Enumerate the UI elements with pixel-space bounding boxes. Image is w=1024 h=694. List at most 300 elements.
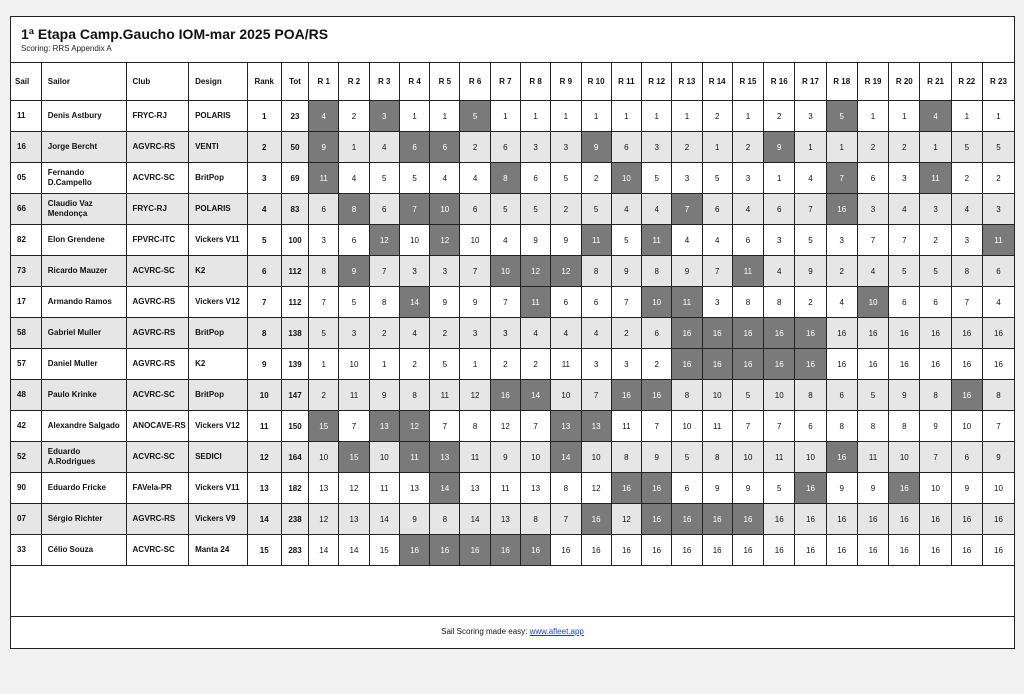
total-cell: 112: [281, 287, 308, 318]
results-table: [11, 63, 1014, 566]
total-cell: 50: [281, 132, 308, 163]
total-cell: 238: [281, 504, 308, 535]
race-score-cell: 6: [702, 194, 732, 225]
race-score-cell: 14: [309, 535, 339, 566]
sailor-name-cell: Claudio Vaz Mendonça: [41, 194, 126, 225]
sailor-name-cell: Daniel Muller: [41, 349, 126, 380]
race-score-cell: 9: [430, 287, 460, 318]
discarded-race-score-cell: 15: [309, 411, 339, 442]
race-score-cell: 2: [857, 132, 888, 163]
sail-number-cell: 57: [11, 349, 41, 380]
race-score-cell: 4: [764, 256, 795, 287]
race-score-cell: 1: [369, 349, 399, 380]
rank-cell: 15: [247, 535, 281, 566]
race-score-cell: 9: [672, 256, 702, 287]
club-cell: ACVRC-SC: [126, 535, 189, 566]
total-cell: 112: [281, 256, 308, 287]
race-score-cell: 5: [951, 132, 982, 163]
discarded-race-score-cell: 16: [490, 535, 520, 566]
column-header-r-11: R 11: [611, 63, 641, 101]
discarded-race-score-cell: 15: [339, 442, 369, 473]
rank-cell: 6: [247, 256, 281, 287]
column-header-r-1: R 1: [309, 63, 339, 101]
total-cell: 182: [281, 473, 308, 504]
race-score-cell: 5: [490, 194, 520, 225]
discarded-race-score-cell: 10: [642, 287, 672, 318]
race-score-cell: 5: [732, 380, 763, 411]
race-score-cell: 5: [920, 256, 951, 287]
race-score-cell: 10: [702, 380, 732, 411]
discarded-race-score-cell: 11: [520, 287, 550, 318]
discarded-race-score-cell: 3: [369, 101, 399, 132]
rank-cell: 5: [247, 225, 281, 256]
discarded-race-score-cell: 4: [920, 101, 951, 132]
race-score-cell: 6: [672, 473, 702, 504]
race-score-cell: 16: [826, 504, 857, 535]
design-cell: K2: [189, 349, 248, 380]
discarded-race-score-cell: 16: [702, 349, 732, 380]
race-score-cell: 10: [951, 411, 982, 442]
race-score-cell: 16: [857, 504, 888, 535]
race-score-cell: 8: [732, 287, 763, 318]
race-score-cell: 6: [920, 287, 951, 318]
race-score-cell: 14: [339, 535, 369, 566]
race-score-cell: 7: [795, 194, 826, 225]
club-cell: AGVRC-RS: [126, 504, 189, 535]
race-score-cell: 11: [857, 442, 888, 473]
race-score-cell: 2: [642, 349, 672, 380]
discarded-race-score-cell: 16: [430, 535, 460, 566]
discarded-race-score-cell: 11: [399, 442, 429, 473]
discarded-race-score-cell: 8: [490, 163, 520, 194]
table-body: [11, 101, 1014, 566]
race-score-cell: 16: [951, 504, 982, 535]
race-score-cell: 10: [581, 442, 611, 473]
rank-cell: 12: [247, 442, 281, 473]
race-score-cell: 1: [764, 163, 795, 194]
race-score-cell: 6: [764, 194, 795, 225]
rank-cell: 11: [247, 411, 281, 442]
design-cell: Vickers V11: [189, 225, 248, 256]
sail-number-cell: 11: [11, 101, 41, 132]
race-score-cell: 5: [399, 163, 429, 194]
race-score-cell: 6: [889, 287, 920, 318]
race-score-cell: 5: [430, 349, 460, 380]
race-score-cell: 7: [460, 256, 490, 287]
column-header-r-22: R 22: [951, 63, 982, 101]
sail-number-cell: 07: [11, 504, 41, 535]
column-header-r-19: R 19: [857, 63, 888, 101]
race-score-cell: 6: [982, 256, 1014, 287]
race-score-cell: 15: [369, 535, 399, 566]
race-score-cell: 10: [520, 442, 550, 473]
race-score-cell: 6: [611, 132, 641, 163]
race-score-cell: 1: [857, 101, 888, 132]
race-score-cell: 3: [826, 225, 857, 256]
sail-number-cell: 58: [11, 318, 41, 349]
sail-number-cell: 42: [11, 411, 41, 442]
race-score-cell: 16: [795, 504, 826, 535]
race-score-cell: 12: [309, 504, 339, 535]
discarded-race-score-cell: 13: [551, 411, 581, 442]
race-score-cell: 9: [642, 442, 672, 473]
race-score-cell: 4: [702, 225, 732, 256]
results-sheet: [10, 16, 1015, 649]
total-cell: 23: [281, 101, 308, 132]
design-cell: BritPop: [189, 163, 248, 194]
race-score-cell: 2: [951, 163, 982, 194]
race-score-cell: 13: [339, 504, 369, 535]
race-score-cell: 3: [460, 318, 490, 349]
race-score-cell: 1: [672, 101, 702, 132]
race-score-cell: 16: [889, 535, 920, 566]
race-score-cell: 3: [520, 132, 550, 163]
discarded-race-score-cell: 10: [490, 256, 520, 287]
race-score-cell: 4: [460, 163, 490, 194]
race-score-cell: 7: [581, 380, 611, 411]
discarded-race-score-cell: 16: [702, 504, 732, 535]
race-score-cell: 8: [826, 411, 857, 442]
race-score-cell: 4: [642, 194, 672, 225]
discarded-race-score-cell: 12: [551, 256, 581, 287]
sailor-name-cell: Ricardo Mauzer: [41, 256, 126, 287]
race-score-cell: 9: [460, 287, 490, 318]
race-score-cell: 7: [951, 287, 982, 318]
race-score-cell: 8: [642, 256, 672, 287]
scoring-system: Scoring: RRS Appendix A: [21, 44, 112, 53]
race-score-cell: 7: [764, 411, 795, 442]
design-cell: BritPop: [189, 318, 248, 349]
column-header-r-17: R 17: [795, 63, 826, 101]
race-score-cell: 2: [982, 163, 1014, 194]
column-header-sail: Sail: [11, 63, 41, 101]
race-score-cell: 16: [920, 318, 951, 349]
discarded-race-score-cell: 7: [826, 163, 857, 194]
table-row: [11, 256, 1014, 287]
race-score-cell: 16: [951, 349, 982, 380]
sail-number-cell: 33: [11, 535, 41, 566]
total-cell: 138: [281, 318, 308, 349]
race-score-cell: 7: [369, 256, 399, 287]
race-score-cell: 2: [369, 318, 399, 349]
race-score-cell: 8: [520, 504, 550, 535]
race-score-cell: 8: [982, 380, 1014, 411]
race-score-cell: 10: [460, 225, 490, 256]
column-header-club: Club: [126, 63, 189, 101]
discarded-race-score-cell: 11: [309, 163, 339, 194]
design-cell: Vickers V11: [189, 473, 248, 504]
race-score-cell: 8: [672, 380, 702, 411]
race-score-cell: 12: [611, 504, 641, 535]
race-score-cell: 6: [460, 194, 490, 225]
race-score-cell: 1: [642, 101, 672, 132]
discarded-race-score-cell: 16: [611, 473, 641, 504]
race-score-cell: 9: [920, 411, 951, 442]
rank-cell: 9: [247, 349, 281, 380]
total-cell: 69: [281, 163, 308, 194]
discarded-race-score-cell: 4: [309, 101, 339, 132]
race-score-cell: 2: [732, 132, 763, 163]
column-header-r-6: R 6: [460, 63, 490, 101]
race-score-cell: 2: [826, 256, 857, 287]
column-header-design: Design: [189, 63, 248, 101]
table-row: [11, 318, 1014, 349]
design-cell: Vickers V12: [189, 411, 248, 442]
race-score-cell: 13: [490, 504, 520, 535]
discarded-race-score-cell: 16: [764, 349, 795, 380]
race-score-cell: 16: [732, 535, 763, 566]
race-score-cell: 7: [520, 411, 550, 442]
discarded-race-score-cell: 12: [399, 411, 429, 442]
column-header-r-2: R 2: [339, 63, 369, 101]
discarded-race-score-cell: 10: [430, 194, 460, 225]
race-score-cell: 8: [764, 287, 795, 318]
discarded-race-score-cell: 9: [764, 132, 795, 163]
discarded-race-score-cell: 16: [826, 442, 857, 473]
race-score-cell: 1: [520, 101, 550, 132]
race-score-cell: 6: [369, 194, 399, 225]
race-score-cell: 3: [339, 318, 369, 349]
race-score-cell: 3: [642, 132, 672, 163]
afleet-link[interactable]: www.afleet.app: [529, 627, 584, 636]
race-score-cell: 4: [611, 194, 641, 225]
rank-cell: 3: [247, 163, 281, 194]
column-header-r-20: R 20: [889, 63, 920, 101]
race-score-cell: 11: [702, 411, 732, 442]
race-score-cell: 5: [551, 163, 581, 194]
race-score-cell: 7: [309, 287, 339, 318]
column-header-r-5: R 5: [430, 63, 460, 101]
race-score-cell: 4: [490, 225, 520, 256]
sailor-name-cell: Gabriel Muller: [41, 318, 126, 349]
race-score-cell: 2: [920, 225, 951, 256]
race-score-cell: 16: [920, 349, 951, 380]
sail-number-cell: 52: [11, 442, 41, 473]
design-cell: VENTI: [189, 132, 248, 163]
race-score-cell: 3: [611, 349, 641, 380]
discarded-race-score-cell: 16: [672, 318, 702, 349]
race-score-cell: 1: [889, 101, 920, 132]
column-header-r-10: R 10: [581, 63, 611, 101]
club-cell: AGVRC-RS: [126, 318, 189, 349]
column-header-r-23: R 23: [982, 63, 1014, 101]
race-score-cell: 4: [520, 318, 550, 349]
race-score-cell: 8: [551, 473, 581, 504]
race-score-cell: 16: [642, 535, 672, 566]
sailor-name-cell: Célio Souza: [41, 535, 126, 566]
race-score-cell: 5: [309, 318, 339, 349]
club-cell: FPVRC-ITC: [126, 225, 189, 256]
race-score-cell: 5: [611, 225, 641, 256]
race-score-cell: 9: [490, 442, 520, 473]
race-score-cell: 4: [889, 194, 920, 225]
sheet-header: [11, 17, 1014, 63]
race-score-cell: 5: [339, 287, 369, 318]
discarded-race-score-cell: 16: [460, 535, 490, 566]
discarded-race-score-cell: 16: [581, 504, 611, 535]
race-score-cell: 4: [430, 163, 460, 194]
race-score-cell: 13: [520, 473, 550, 504]
race-score-cell: 16: [982, 504, 1014, 535]
column-header-r-21: R 21: [920, 63, 951, 101]
race-score-cell: 4: [369, 132, 399, 163]
race-score-cell: 1: [920, 132, 951, 163]
race-score-cell: 7: [982, 411, 1014, 442]
column-header-r-9: R 9: [551, 63, 581, 101]
discarded-race-score-cell: 14: [399, 287, 429, 318]
race-score-cell: 2: [702, 101, 732, 132]
column-header-r-13: R 13: [672, 63, 702, 101]
race-score-cell: 6: [857, 163, 888, 194]
race-score-cell: 8: [795, 380, 826, 411]
race-score-cell: 16: [611, 535, 641, 566]
discarded-race-score-cell: 16: [764, 318, 795, 349]
race-score-cell: 12: [490, 411, 520, 442]
race-score-cell: 2: [460, 132, 490, 163]
column-header-tot: Tot: [281, 63, 308, 101]
race-score-cell: 9: [399, 504, 429, 535]
race-score-cell: 16: [857, 349, 888, 380]
race-score-cell: 4: [982, 287, 1014, 318]
race-score-cell: 1: [702, 132, 732, 163]
discarded-race-score-cell: 11: [581, 225, 611, 256]
discarded-race-score-cell: 6: [399, 132, 429, 163]
race-score-cell: 6: [339, 225, 369, 256]
club-cell: AGVRC-RS: [126, 132, 189, 163]
race-score-cell: 9: [611, 256, 641, 287]
race-score-cell: 1: [795, 132, 826, 163]
discarded-race-score-cell: 14: [430, 473, 460, 504]
race-score-cell: 7: [551, 504, 581, 535]
club-cell: ACVRC-SC: [126, 256, 189, 287]
race-score-cell: 10: [982, 473, 1014, 504]
race-score-cell: 10: [764, 380, 795, 411]
race-score-cell: 16: [951, 318, 982, 349]
race-score-cell: 8: [460, 411, 490, 442]
discarded-race-score-cell: 16: [672, 349, 702, 380]
sail-number-cell: 17: [11, 287, 41, 318]
rank-cell: 10: [247, 380, 281, 411]
club-cell: FRYC-RJ: [126, 101, 189, 132]
rank-cell: 2: [247, 132, 281, 163]
design-cell: Manta 24: [189, 535, 248, 566]
race-score-cell: 6: [309, 194, 339, 225]
race-score-cell: 16: [857, 535, 888, 566]
race-score-cell: 8: [702, 442, 732, 473]
club-cell: ACVRC-SC: [126, 380, 189, 411]
race-score-cell: 5: [642, 163, 672, 194]
race-score-cell: 1: [460, 349, 490, 380]
sail-number-cell: 90: [11, 473, 41, 504]
discarded-race-score-cell: 16: [611, 380, 641, 411]
race-score-cell: 4: [672, 225, 702, 256]
discarded-race-score-cell: 11: [920, 163, 951, 194]
race-score-cell: 8: [889, 411, 920, 442]
race-score-cell: 9: [857, 473, 888, 504]
race-score-cell: 1: [951, 101, 982, 132]
club-cell: AGVRC-RS: [126, 349, 189, 380]
race-score-cell: 7: [490, 287, 520, 318]
discarded-race-score-cell: 13: [581, 411, 611, 442]
total-cell: 283: [281, 535, 308, 566]
rank-cell: 7: [247, 287, 281, 318]
race-score-cell: 4: [581, 318, 611, 349]
column-header-r-4: R 4: [399, 63, 429, 101]
discarded-race-score-cell: 14: [551, 442, 581, 473]
race-score-cell: 9: [951, 473, 982, 504]
race-score-cell: 6: [490, 132, 520, 163]
column-header-r-14: R 14: [702, 63, 732, 101]
page-title: 1ª Etapa Camp.Gaucho IOM-mar 2025 POA/RS: [21, 26, 329, 42]
total-cell: 147: [281, 380, 308, 411]
race-score-cell: 9: [826, 473, 857, 504]
race-score-cell: 3: [309, 225, 339, 256]
discarded-race-score-cell: 16: [642, 380, 672, 411]
discarded-race-score-cell: 9: [581, 132, 611, 163]
race-score-cell: 10: [339, 349, 369, 380]
table-row: [11, 473, 1014, 504]
race-score-cell: 11: [490, 473, 520, 504]
race-score-cell: 5: [672, 442, 702, 473]
race-score-cell: 5: [581, 194, 611, 225]
discarded-race-score-cell: 16: [732, 318, 763, 349]
race-score-cell: 16: [702, 535, 732, 566]
column-header-r-7: R 7: [490, 63, 520, 101]
race-score-cell: 1: [732, 101, 763, 132]
column-header-r-12: R 12: [642, 63, 672, 101]
race-score-cell: 3: [551, 132, 581, 163]
race-score-cell: 16: [982, 349, 1014, 380]
race-score-cell: 16: [982, 318, 1014, 349]
discarded-race-score-cell: 16: [520, 535, 550, 566]
race-score-cell: 5: [795, 225, 826, 256]
discarded-race-score-cell: 11: [642, 225, 672, 256]
design-cell: BritPop: [189, 380, 248, 411]
race-score-cell: 5: [982, 132, 1014, 163]
discarded-race-score-cell: 11: [732, 256, 763, 287]
race-score-cell: 9: [795, 256, 826, 287]
table-row: [11, 411, 1014, 442]
race-score-cell: 6: [642, 318, 672, 349]
race-score-cell: 3: [889, 163, 920, 194]
race-score-cell: 3: [581, 349, 611, 380]
race-score-cell: 8: [951, 256, 982, 287]
race-score-cell: 6: [826, 380, 857, 411]
rank-cell: 13: [247, 473, 281, 504]
race-score-cell: 2: [764, 101, 795, 132]
race-score-cell: 1: [309, 349, 339, 380]
club-cell: FAVela-PR: [126, 473, 189, 504]
race-score-cell: 4: [951, 194, 982, 225]
race-score-cell: 6: [551, 287, 581, 318]
design-cell: POLARIS: [189, 194, 248, 225]
race-score-cell: 2: [490, 349, 520, 380]
race-score-cell: 4: [857, 256, 888, 287]
race-score-cell: 3: [764, 225, 795, 256]
sail-number-cell: 66: [11, 194, 41, 225]
race-score-cell: 3: [430, 256, 460, 287]
race-score-cell: 16: [889, 318, 920, 349]
race-score-cell: 16: [826, 318, 857, 349]
table-row: [11, 225, 1014, 256]
discarded-race-score-cell: 7: [672, 194, 702, 225]
race-score-cell: 16: [581, 535, 611, 566]
race-score-cell: 3: [982, 194, 1014, 225]
race-score-cell: 9: [369, 380, 399, 411]
sailor-name-cell: Armando Ramos: [41, 287, 126, 318]
discarded-race-score-cell: 10: [857, 287, 888, 318]
race-score-cell: 1: [982, 101, 1014, 132]
